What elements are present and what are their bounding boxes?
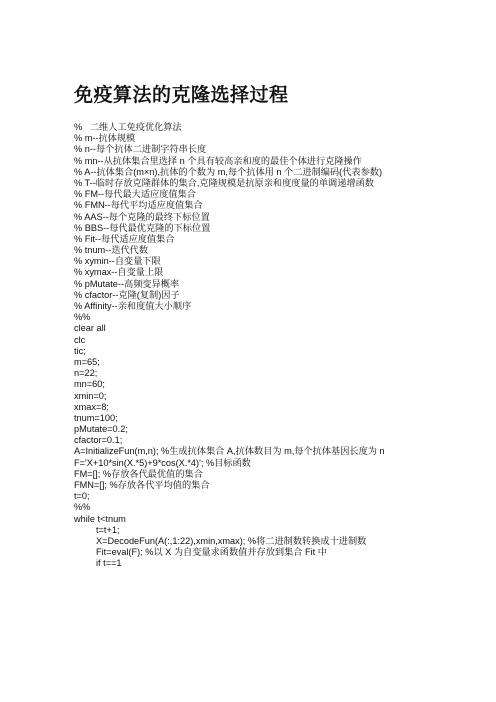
code-line: % T--临时存放克隆群体的集合,克隆规模是抗原亲和度度量的单调递增函数 — [74, 177, 374, 188]
code-line: %% — [74, 312, 91, 323]
code-line: X=DecodeFun(A(:,1:22),xmin,xmax); %将二进制数转换成十进制数 — [96, 535, 367, 546]
code-line: while t<tnum — [74, 513, 126, 524]
code-line: % xymax--自变量上限 — [74, 267, 164, 278]
code-line: xmin=0; — [74, 390, 107, 401]
code-listing — [74, 122, 484, 570]
code-line: % BBS--每代最优克隆的下标位置 — [74, 222, 211, 233]
document-title: 免疫算法的克隆选择过程 — [74, 84, 289, 106]
code-line: % Fit--每代适应度值集合 — [74, 233, 175, 244]
code-line: mn=60; — [74, 379, 105, 390]
code-line: clc — [74, 334, 86, 345]
code-line: % 二维人工免疫优化算法 — [74, 122, 182, 132]
code-line: % FM--每代最大适应度值集合 — [74, 189, 196, 200]
code-line: % pMutate--高频变异概率 — [74, 278, 180, 289]
code-line: cfactor=0.1; — [74, 435, 123, 446]
code-line: A=InitializeFun(m,n); %生成抗体集合 A,抗体数目为 m,每个抗体基因长度为 n — [74, 446, 385, 457]
code-line: FMN=[]; %存放各代平均值的集合 — [74, 480, 210, 490]
code-line: % A--抗体集合(m×n),抗体的个数为 m,每个抗体用 n 个二进制编码(代表参数) — [74, 166, 383, 177]
code-line: % Affinity--亲和度值大小顺序 — [74, 301, 192, 311]
code-line: tic; — [74, 345, 86, 356]
code-line: pMutate=0.2; — [74, 424, 128, 435]
code-line: % FMN--每代平均适应度值集合 — [74, 200, 203, 211]
code-line: tnum=100; — [74, 412, 118, 423]
code-line: FM=[]; %存放各代最优值的集合 — [74, 468, 203, 479]
code-line: F='X+10*sin(X.*5)+9*cos(X.*4)'; %目标函数 — [74, 457, 251, 468]
code-line: % AAS--每个克隆的最终下标位置 — [74, 211, 210, 222]
code-line: clear all — [74, 323, 106, 334]
code-line: xmax=8; — [74, 401, 109, 412]
code-line: if t==1 — [96, 558, 122, 569]
code-line: Fit=eval(F); %以 X 为自变量求函数值并存放到集合 Fit 中 — [96, 547, 327, 558]
code-line: %% — [74, 502, 91, 513]
code-line: % xymin--自变量下限 — [74, 256, 161, 267]
code-line: % m--抗体规模 — [74, 133, 136, 144]
code-line: % tnum--迭代代数 — [74, 245, 149, 256]
code-line: % cfactor--克隆(复制)因子 — [74, 289, 180, 300]
code-line: m=65; — [74, 356, 100, 367]
code-line: % mn--从抗体集合里选择 n 个具有较高亲和度的最佳个体进行克隆操作 — [74, 155, 362, 166]
code-line: t=0; — [74, 491, 90, 502]
code-line: % n--每个抗体二进制字符串长度 — [74, 144, 207, 155]
code-line: n=22; — [74, 368, 98, 379]
code-line: t=t+1; — [96, 524, 120, 535]
